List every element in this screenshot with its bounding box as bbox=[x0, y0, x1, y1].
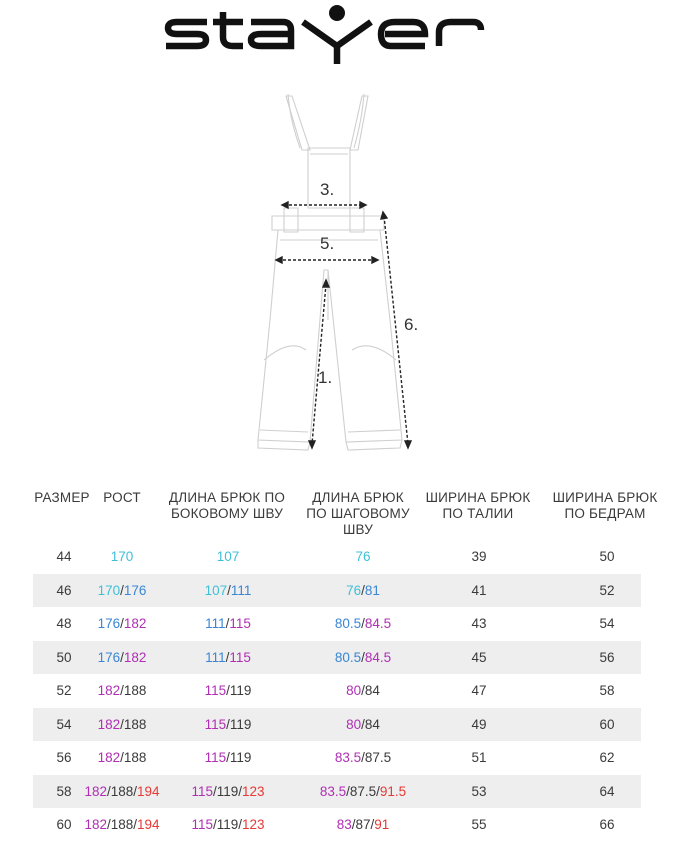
measure-label-3: 3. bbox=[320, 180, 335, 199]
header-inseam-length: ДЛИНА БРЮК ПО ШАГОВОМУ ШВУ bbox=[306, 490, 410, 537]
table-body bbox=[33, 540, 641, 842]
cell-waist-width: 47 bbox=[471, 683, 487, 699]
cell-hip-width: 60 bbox=[599, 716, 615, 732]
cell-height bbox=[79, 708, 165, 742]
cell-side-length bbox=[185, 775, 271, 809]
cell-hip-width: 58 bbox=[599, 683, 615, 699]
value-segment: / bbox=[361, 649, 365, 665]
value-segment: 115 bbox=[191, 817, 213, 833]
measure-label-1: 1. bbox=[318, 368, 333, 387]
cell-hip-width: 52 bbox=[599, 582, 615, 598]
value-segment: 115 bbox=[204, 683, 227, 699]
cell-side-length bbox=[185, 741, 271, 775]
value-segment: 107 bbox=[204, 582, 228, 598]
cell-inseam-length bbox=[315, 775, 411, 809]
cell-inseam-length bbox=[315, 641, 411, 675]
value-segment: /188 bbox=[120, 683, 147, 699]
cell-side-length bbox=[185, 540, 271, 574]
measure-label-6: 6. bbox=[404, 315, 419, 334]
table-row bbox=[33, 540, 641, 574]
value-segment: /87.5/ bbox=[346, 783, 380, 799]
value-segment: 115 bbox=[191, 783, 213, 799]
cell-waist-width: 41 bbox=[471, 582, 487, 598]
cell-size: 58 bbox=[56, 783, 72, 799]
cell-inseam-length bbox=[315, 741, 411, 775]
value-segment: 111 bbox=[205, 616, 226, 632]
table-row bbox=[33, 641, 641, 675]
cell-hip-width: 50 bbox=[599, 549, 615, 565]
value-segment: 80 bbox=[346, 683, 362, 699]
value-segment: 81 bbox=[364, 582, 380, 598]
value-segment: / bbox=[225, 649, 230, 665]
value-segment: / bbox=[120, 582, 124, 598]
value-segment: 80.5 bbox=[334, 616, 362, 632]
cell-side-length bbox=[185, 641, 271, 675]
cell-size: 56 bbox=[56, 750, 72, 766]
cell-height bbox=[79, 540, 165, 574]
table-row bbox=[33, 741, 641, 775]
table-row bbox=[33, 674, 641, 708]
value-segment: /87/ bbox=[351, 817, 375, 833]
brand-logo bbox=[0, 0, 677, 70]
cell-hip-width: 62 bbox=[599, 750, 615, 766]
cell-inseam-length bbox=[315, 574, 411, 608]
cell-waist-width: 43 bbox=[471, 616, 487, 632]
value-segment: /119/ bbox=[212, 783, 243, 799]
ski-pants-icon bbox=[250, 90, 430, 455]
value-segment: /119 bbox=[226, 683, 252, 699]
header-hip-width: ШИРИНА БРЮК ПО БЕДРАМ bbox=[552, 490, 658, 521]
value-segment: / bbox=[225, 616, 230, 632]
value-segment: /188/ bbox=[106, 817, 138, 833]
value-segment: / bbox=[227, 582, 231, 598]
cell-inseam-length bbox=[315, 708, 411, 742]
value-segment: 115 bbox=[204, 716, 227, 732]
value-segment: 176 bbox=[123, 582, 147, 598]
value-segment: /188 bbox=[120, 750, 147, 766]
value-segment: 182 bbox=[84, 783, 107, 799]
table-row bbox=[33, 775, 641, 809]
value-segment: /188 bbox=[120, 716, 147, 732]
cell-size: 60 bbox=[56, 817, 72, 833]
value-segment: 84.5 bbox=[364, 649, 392, 665]
value-segment: 123 bbox=[242, 783, 265, 799]
header-size: РАЗМЕР bbox=[34, 490, 90, 505]
value-segment: /84 bbox=[361, 716, 380, 732]
value-segment: 182 bbox=[123, 616, 147, 632]
value-segment: 80 bbox=[346, 716, 362, 732]
table-row bbox=[33, 808, 641, 842]
cell-hip-width: 64 bbox=[599, 783, 615, 799]
value-segment: 194 bbox=[137, 817, 160, 833]
value-segment: / bbox=[361, 582, 365, 598]
value-segment: 91 bbox=[374, 817, 390, 833]
cell-side-length bbox=[185, 607, 271, 641]
cell-side-length bbox=[185, 674, 271, 708]
value-segment: 83.5 bbox=[334, 750, 362, 766]
value-segment: /188/ bbox=[106, 783, 138, 799]
cell-waist-width: 53 bbox=[471, 783, 487, 799]
value-segment: 176 bbox=[97, 616, 121, 632]
value-segment: 84.5 bbox=[364, 616, 392, 632]
cell-waist-width: 39 bbox=[471, 549, 487, 565]
cell-waist-width: 55 bbox=[471, 817, 487, 833]
cell-size: 50 bbox=[56, 649, 72, 665]
cell-height bbox=[79, 808, 165, 842]
value-segment: / bbox=[361, 616, 365, 632]
cell-inseam-length bbox=[315, 607, 411, 641]
value-segment: 182 bbox=[123, 649, 147, 665]
table-row bbox=[33, 607, 641, 641]
value-segment: 170 bbox=[97, 582, 121, 598]
value-segment: /119 bbox=[226, 716, 252, 732]
value-segment: /84 bbox=[361, 683, 380, 699]
cell-waist-width: 51 bbox=[471, 750, 487, 766]
cell-inseam-length bbox=[315, 808, 411, 842]
value-segment: 194 bbox=[137, 783, 160, 799]
value-segment: 91.5 bbox=[379, 783, 407, 799]
value-segment: 182 bbox=[97, 750, 121, 766]
cell-size: 54 bbox=[56, 716, 72, 732]
value-segment: 115 bbox=[229, 649, 251, 665]
cell-height bbox=[79, 674, 165, 708]
header-waist-width: ШИРИНА БРЮК ПО ТАЛИИ bbox=[425, 490, 531, 521]
size-table bbox=[33, 490, 658, 842]
value-segment: /87.5 bbox=[361, 750, 392, 766]
value-segment: / bbox=[120, 649, 124, 665]
value-segment: 182 bbox=[97, 716, 121, 732]
cell-side-length bbox=[185, 808, 271, 842]
value-segment: / bbox=[120, 616, 124, 632]
cell-hip-width: 66 bbox=[599, 817, 615, 833]
cell-height bbox=[79, 607, 165, 641]
value-segment: 176 bbox=[97, 649, 121, 665]
value-segment: /119 bbox=[226, 750, 252, 766]
value-segment: 111 bbox=[205, 649, 226, 665]
value-segment: /119/ bbox=[212, 817, 243, 833]
table-row bbox=[33, 574, 641, 608]
value-segment: 115 bbox=[204, 750, 227, 766]
header-side-length: ДЛИНА БРЮК ПО БОКОВОМУ ШВУ bbox=[168, 490, 286, 521]
cell-size: 44 bbox=[56, 549, 72, 565]
cell-waist-width: 49 bbox=[471, 716, 487, 732]
cell-inseam-length bbox=[315, 540, 411, 574]
value-segment: 111 bbox=[230, 582, 252, 598]
value-segment: 83.5 bbox=[319, 783, 347, 799]
cell-hip-width: 54 bbox=[599, 616, 615, 632]
cell-height bbox=[79, 574, 165, 608]
cell-size: 46 bbox=[56, 582, 72, 598]
cell-hip-width: 56 bbox=[599, 649, 615, 665]
cell-height bbox=[79, 775, 165, 809]
cell-size: 52 bbox=[56, 683, 72, 699]
header-height: РОСТ bbox=[103, 490, 141, 505]
value-segment: 182 bbox=[84, 817, 107, 833]
cell-side-length bbox=[185, 574, 271, 608]
value-segment: 80.5 bbox=[334, 649, 362, 665]
cell-waist-width: 45 bbox=[471, 649, 487, 665]
measure-label-5: 5. bbox=[320, 234, 335, 253]
cell-height bbox=[79, 641, 165, 675]
cell-side-length bbox=[185, 708, 271, 742]
pants-diagram bbox=[250, 90, 430, 455]
value-segment: 115 bbox=[229, 616, 251, 632]
cell-height bbox=[79, 741, 165, 775]
table-row bbox=[33, 708, 641, 742]
value-segment: 123 bbox=[242, 817, 265, 833]
cell-size: 48 bbox=[56, 616, 72, 632]
value-segment: 107 bbox=[216, 549, 240, 565]
value-segment: 170 bbox=[110, 549, 134, 565]
value-segment: 76 bbox=[346, 582, 362, 598]
value-segment: 76 bbox=[355, 549, 371, 565]
value-segment: 83 bbox=[336, 817, 352, 833]
table-header bbox=[33, 490, 658, 540]
value-segment: 182 bbox=[97, 683, 121, 699]
cell-inseam-length bbox=[315, 674, 411, 708]
